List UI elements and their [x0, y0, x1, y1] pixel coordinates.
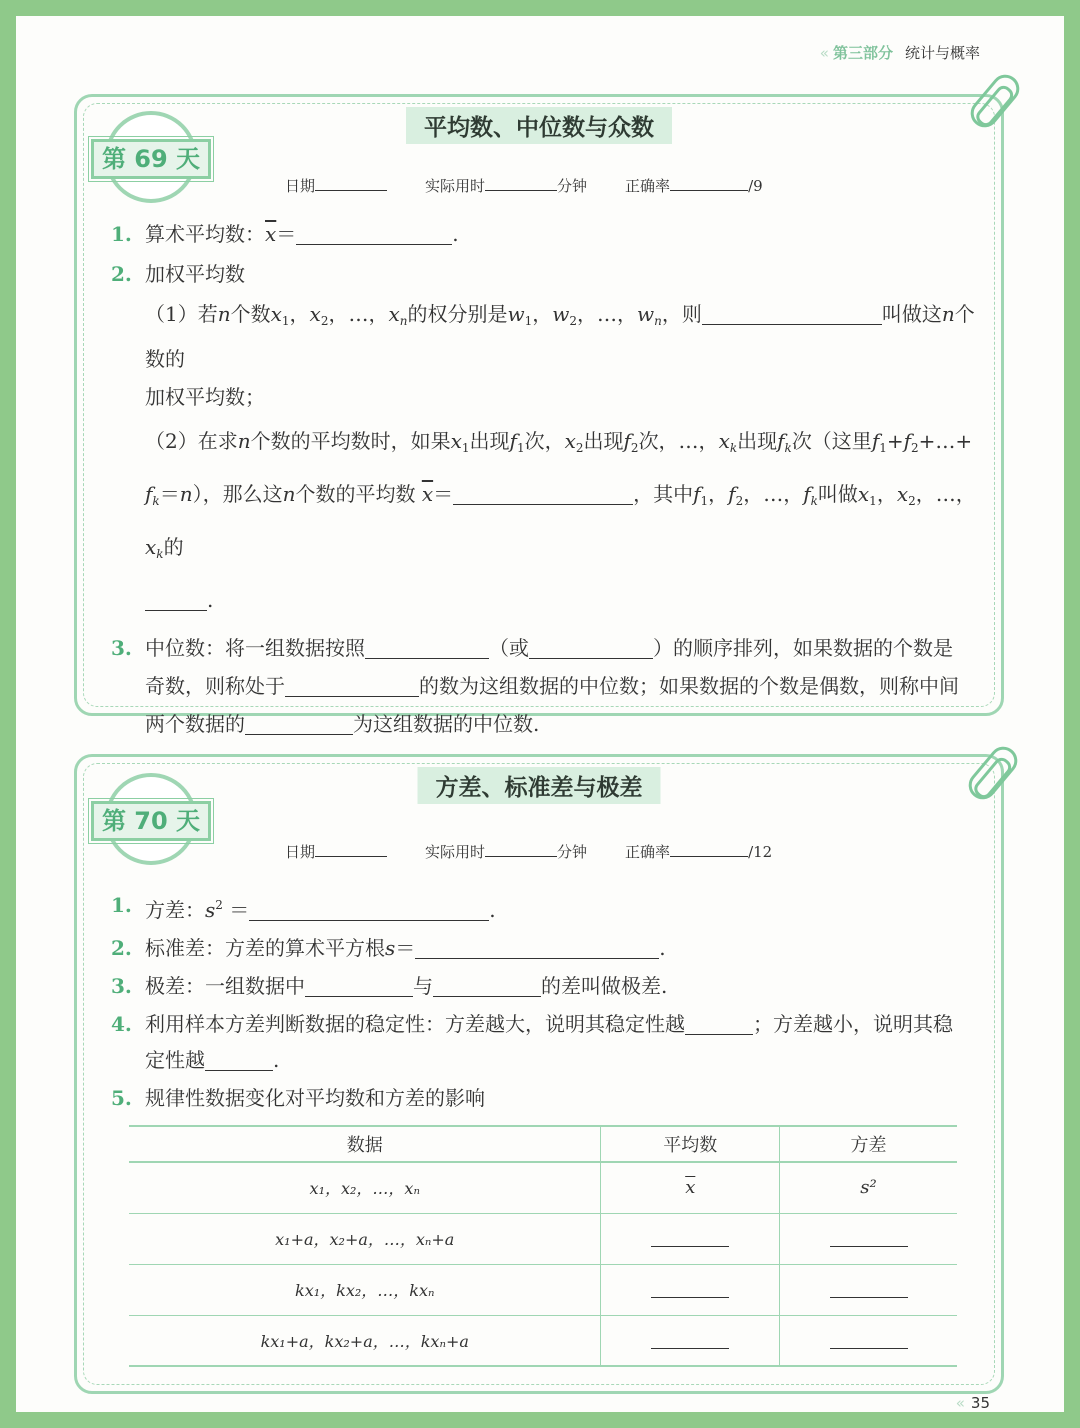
table-row: x₁+a，x₂+a，…，xₙ+a	[129, 1213, 957, 1264]
time-blank[interactable]	[485, 843, 557, 857]
day-69-title: 平均数、中位数与众数	[406, 107, 672, 144]
day-70-title: 方差、标准差与极差	[418, 767, 661, 804]
answer-blank[interactable]	[529, 635, 653, 659]
table-row: kx₁+a，kx₂+a，…，kxₙ+a	[129, 1315, 957, 1366]
day-70-content	[111, 887, 985, 1118]
question-2-part-2: （2）在求n个数的平均数时，如果$x_1$出现$f_1$次，$x_2$出现$f_2$次，…，$x_k$出现$f_k$次（这里$f_1+f_2+\dots+$ $f_k=n$），那么这n个数的平均数 $\overline{x}=$ ，其中$f_1$，$f_2$，…，$f_k$叫做$x_1$，$x_2$，…，$x_k$的 .	[145, 429, 976, 612]
answer-blank[interactable]	[145, 587, 207, 611]
column-header: 数据	[346, 1135, 383, 1156]
question-2-part-1: （1）若n个数$x_1$，$x_2$，…，$x_n$的权分别是$w_1$，$w_2$，…，$w_n$，则 叫做这n个数的 加权平均数；	[145, 302, 975, 409]
question-4: 4. 利用样本方差判断数据的稳定性：方差越大，说明其稳定性越 ；方差越小，说明其稳 定性越 .	[111, 1012, 953, 1072]
day-69-card	[74, 94, 1004, 736]
date-label: 日期	[285, 177, 316, 195]
question-2: 2. 加权平均数	[111, 262, 245, 286]
answer-blank[interactable]	[651, 1327, 729, 1349]
question-2: 2. 标准差：方差的算术平方根s＝ .	[111, 936, 666, 960]
answer-blank[interactable]	[249, 897, 489, 921]
question-3: 3. 中位数：将一组数据按照 （或 ）的顺序排列，如果数据的个数是 奇数，则称处于 的数为这组数据的中位数；如果数据的个数是偶数，则称中间 两个数据的 为这组数据的中位数.	[111, 636, 959, 736]
accuracy-blank[interactable]	[670, 177, 748, 191]
chevron-icon: «	[819, 44, 829, 62]
time-label: 实际用时	[425, 177, 486, 195]
accuracy-label: 正确率	[625, 177, 671, 195]
answer-blank[interactable]	[415, 935, 659, 959]
date-label: 日期	[285, 843, 316, 861]
answer-blank[interactable]	[651, 1225, 729, 1247]
answer-blank[interactable]	[685, 1011, 753, 1035]
date-blank[interactable]	[315, 843, 387, 857]
question-3: 3. 极差：一组数据中 与 的差叫做极差.	[111, 974, 668, 998]
time-blank[interactable]	[485, 177, 557, 191]
accuracy-label: 正确率	[625, 843, 671, 861]
time-label: 实际用时	[425, 843, 486, 861]
page-number: « 35	[955, 1394, 990, 1412]
date-blank[interactable]	[315, 177, 387, 191]
section-label: 统计与概率	[904, 44, 980, 62]
day-69-content	[111, 215, 985, 793]
column-header: 方差	[780, 1126, 957, 1162]
table-row: x₁，x₂，…，xₙ $\overline{x}$ s²	[129, 1162, 957, 1213]
table-row: kx₁，kx₂，…，kxₙ	[129, 1264, 957, 1315]
variance-table	[129, 1125, 957, 1367]
answer-blank[interactable]	[453, 481, 633, 505]
answer-blank[interactable]	[830, 1327, 908, 1349]
accuracy-blank[interactable]	[670, 843, 748, 857]
question-1: 1. 方差：$s^2$ ＝ .	[111, 893, 496, 922]
answer-blank[interactable]	[433, 973, 541, 997]
answer-blank[interactable]	[205, 1047, 273, 1071]
part-label: 第三部分	[832, 44, 893, 62]
section-header	[820, 42, 980, 63]
answer-blank[interactable]	[296, 221, 452, 245]
day-69-meta: 日期 实际用时 分钟 正确率 /9	[285, 177, 763, 195]
answer-blank[interactable]	[830, 1225, 908, 1247]
question-5: 5. 规律性数据变化对平均数和方差的影响	[111, 1086, 485, 1110]
answer-blank[interactable]	[305, 973, 413, 997]
answer-blank[interactable]	[830, 1276, 908, 1298]
worksheet-page	[16, 16, 1064, 1412]
table-header-row	[129, 1126, 957, 1162]
question-1: 1. 算术平均数：$\overline{x}=$ .	[111, 222, 459, 246]
day-70-badge: 第 70 天	[91, 773, 211, 865]
day-69-badge: 第 69 天	[91, 111, 211, 203]
day-70-meta: 日期 实际用时 分钟 正确率 /12	[285, 843, 773, 861]
answer-blank[interactable]	[651, 1276, 729, 1298]
answer-blank[interactable]	[245, 711, 353, 735]
answer-blank[interactable]	[365, 635, 489, 659]
answer-blank[interactable]	[702, 301, 882, 325]
day-70-card	[74, 754, 1004, 1394]
column-header: 平均数	[601, 1126, 780, 1162]
chevron-icon: «	[955, 1394, 965, 1412]
answer-blank[interactable]	[285, 673, 419, 697]
